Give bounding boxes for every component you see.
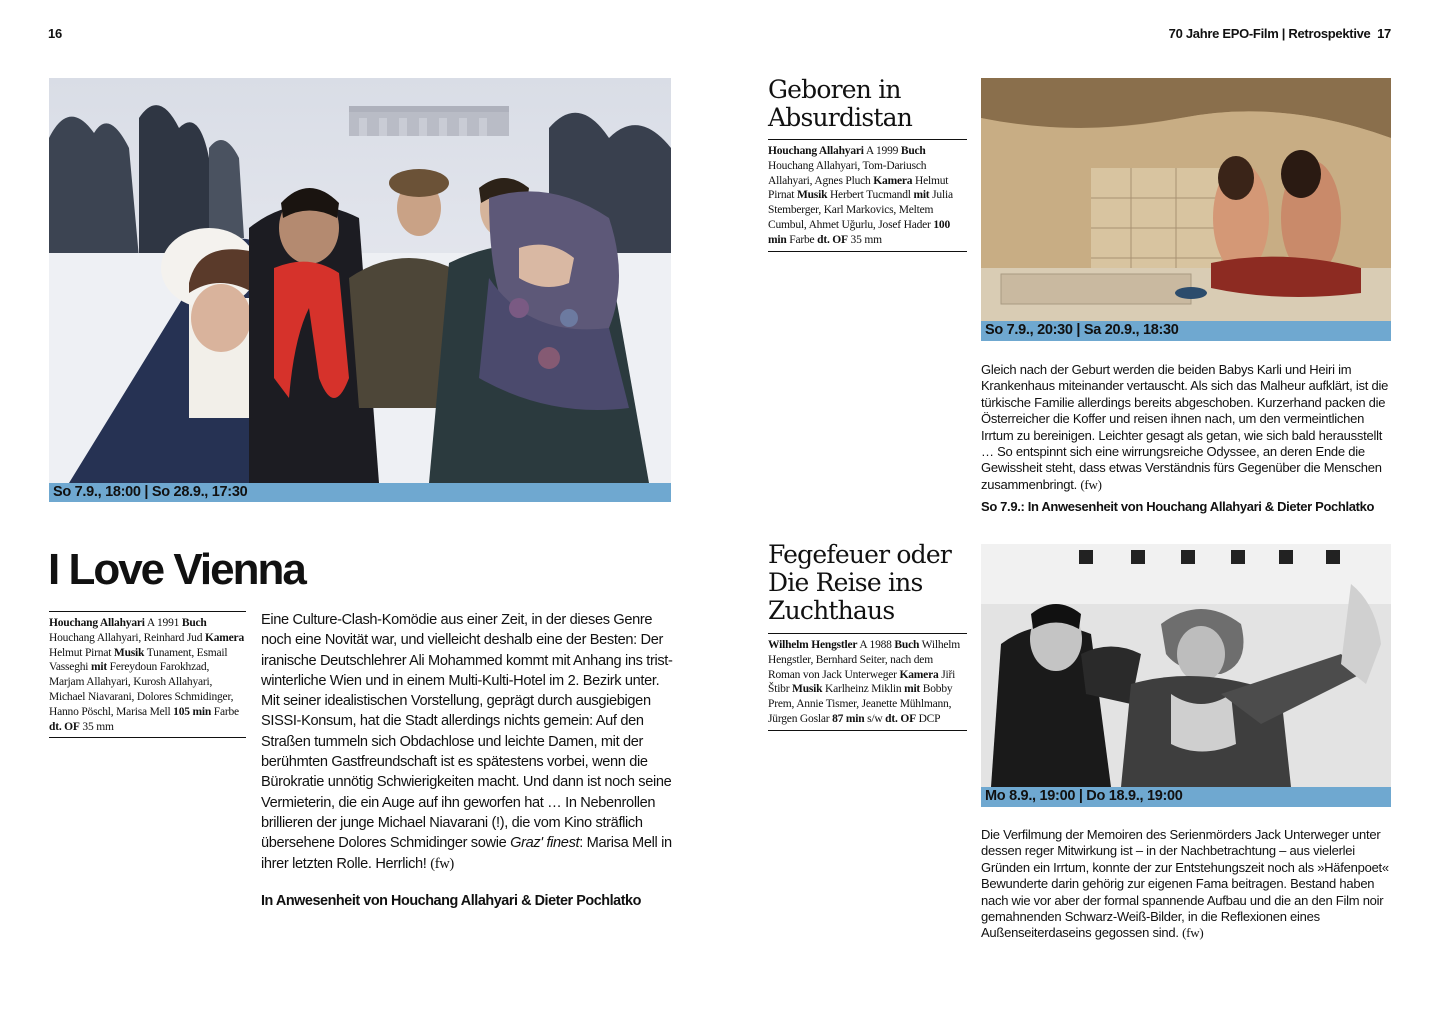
credit-value: DCP [915,712,941,725]
credit-value: 35 mm [847,233,882,246]
credit-label: Buch [894,639,920,651]
author-sign: (fw) [430,855,454,872]
credit-value: Houchang Allahyari, Reinhard Jud [49,631,205,644]
credit-label: Kamera [873,174,913,187]
credit-value: Fereydoun Farokhzad, Marjam Allahyari, Kurosh Allahyari, Michael Niavarani, Dolores Schmidinger, Hanno Pöschl, Marisa Mell [49,661,234,718]
page-number-left: 16 [48,26,63,41]
title-line: Die Reise ins [768,568,923,597]
title-line: Absurdistan [768,103,913,132]
credit-label: 100 min [768,218,951,246]
credit-label: Buch [181,617,207,629]
film-description-fegefeuer [981,827,1391,942]
credit-label: 87 min [832,712,865,725]
credit-label: Wilhelm Hengstler [768,639,858,651]
running-title: 70 Jahre EPO-Film | Retrospektive [1168,26,1371,41]
page-number-right: 17 [1377,26,1391,41]
film-credits-i-love-vienna [49,611,246,738]
credit-label: mit [913,189,930,202]
film-still-fegefeuer [981,544,1391,787]
description-text-end: : Marisa Mell in ihrer letzten Rolle. Herrlich! [261,835,672,872]
credit-value: Herbert Tucmandl [827,189,914,202]
credit-value: Helmut Pirnat [768,174,949,202]
credit-label: Kamera [204,631,245,644]
film-title-i-love-vienna: I Love Vienna [48,545,305,594]
film-credits-fegefeuer [768,633,967,731]
credit-label: Musik [113,646,145,659]
credit-value: Farbe [786,233,818,246]
film-still-i-love-vienna [49,78,671,483]
film-description-geboren-in-absurdistan [981,362,1391,493]
description-text: Gleich nach der Geburt werden die beiden Babys Karli und Heiri im Krankenhaus miteinander vertauscht. Als sich das Malheur aufklärt, ist die türkische Familie allerdings bereits abgeschoben. Kurzerhand packen die Österreicher die Koffer und reisen ihnen nach, um den vermeintlichen Irrtum zu bereinigen. Leichter gesagt als getan, wie sich bald herausstellt … So entspinnt sich eine wirrungsreiche Odyssee, an deren Ende die Gewissheit steht, dass etwas Verständnis fürs Gegenüber die Menschen zusammenbringt. [981,362,1389,492]
film-title-fegefeuer [768,541,951,625]
credit-value: Houchang Allahyari, Tom-Dariusch Allahyari, Agnes Pluch [768,159,927,187]
credit-value: Bobby Prem, Annie Tismer, Jeanette Mühlmann, Jürgen Goslar [768,683,953,725]
credit-label: Houchang Allahyari [49,617,145,629]
credit-value: Julia Stemberger, Karl Markovics, Meltem Cumbul, Ahmet Uğurlu, Josef Hader [768,189,953,231]
film-description-i-love-vienna [261,610,673,874]
description-italic: Graz' finest [510,835,580,852]
credit-label: dt. OF [885,712,916,725]
title-line: Zuchthaus [768,596,895,625]
author-sign: (fw) [1182,925,1204,941]
credit-label: dt. OF [817,233,848,246]
screening-dates-geboren-in-absurdistan: So 7.9., 20:30 | Sa 20.9., 18:30 [981,321,1391,341]
credit-label: Musik [792,683,823,696]
credit-value: A 1999 [863,145,901,157]
guest-note-geboren-in-absurdistan: So 7.9.: In Anwesenheit von Houchang Allahyari & Dieter Pochlatko [981,499,1375,514]
credit-label: 105 min [173,705,212,718]
credit-label: mit [90,661,107,674]
running-header [1169,26,1391,41]
credit-value: Wilhelm Hengstler, Bernhard Seiter, nach dem Roman von Jack Unterweger [768,639,961,681]
credit-value: A 1991 [144,617,182,629]
screening-dates-i-love-vienna: So 7.9., 18:00 | So 28.9., 17:30 [49,483,671,502]
credit-label: Buch [900,145,926,157]
credit-value: Helmut Pirnat [49,646,114,659]
credit-label: Kamera [899,668,939,681]
film-still-geboren-in-absurdistan [981,78,1391,321]
description-text: Die Verfilmung der Memoiren des Serienmörders Jack Unterweger unter dessen reger Mitwirkung ist – in der Nachbetrachtung – aus vielerlei Gründen ein Irrtum, konnte der zur Entstehungszeit noch als »Häfenpoet« Bewunderte darin gehörig zur eigenen Fama beitragen. Bestand haben nach wie vor aber der formal spannende Aufbau und die an den Film noir gemahnenden Schwarz-Weiß-Bilder, in die Reflexionen eines Außenseiterdaseins gegossen sind. [981,827,1389,941]
title-line: Geboren in [768,75,901,104]
film-title-geboren-in-absurdistan [768,76,912,132]
title-line: Fegefeuer oder [768,540,952,569]
description-text: Eine Culture-Clash-Komödie aus einer Zeit, in der dieses Genre noch eine Novität war, und vielleicht deshalb eine der Besten: Der iranische Deutschlehrer Ali Mohammed kommt mit Anhang ins trist-winterliche Wien und in einem Multi-Kulti-Hotel im 2. Bezirk unter. Mit seiner idealistischen Vorstellung, geprägt durch ausgiebigen SISSI-Konsum, hat die Stadt allerdings nichts gemein: Auf den Straßen tummeln sich Obdachlose und leichte Damen, mit der berühmten Gastfreundschaft ist es spätestens vorbei, wenn die Bürokratie unnötig Schwierigkeiten macht. Und dann ist noch seine Vermieterin, die ein Auge auf ihn geworfen hat … In Nebenrollen brillieren der junge Michael Niavarani (!), die vom Kino sträflich übersehene Dolores Schmidinger sowie [261,612,673,852]
screening-dates-fegefeuer: Mo 8.9., 19:00 | Do 18.9., 19:00 [981,787,1391,807]
credit-value: s/w [864,712,886,725]
credit-label: dt. OF [49,720,80,733]
guest-note-i-love-vienna: In Anwesenheit von Houchang Allahyari & Dieter Pochlatko [261,893,641,909]
credit-value: A 1988 [857,639,895,651]
credit-label: Musik [796,189,828,202]
film-credits-geboren-in-absurdistan [768,139,967,252]
author-sign: (fw) [1080,476,1102,492]
credit-value: Jiři Štibr [768,668,956,696]
credit-value: Karlheinz Miklin [822,683,905,696]
credit-label: Houchang Allahyari [768,145,864,157]
credit-value: Tunament, Esmail Vasseghi [49,646,228,674]
credit-value: 35 mm [79,720,114,733]
credit-label: mit [904,683,921,696]
credit-value: Farbe [211,705,239,718]
